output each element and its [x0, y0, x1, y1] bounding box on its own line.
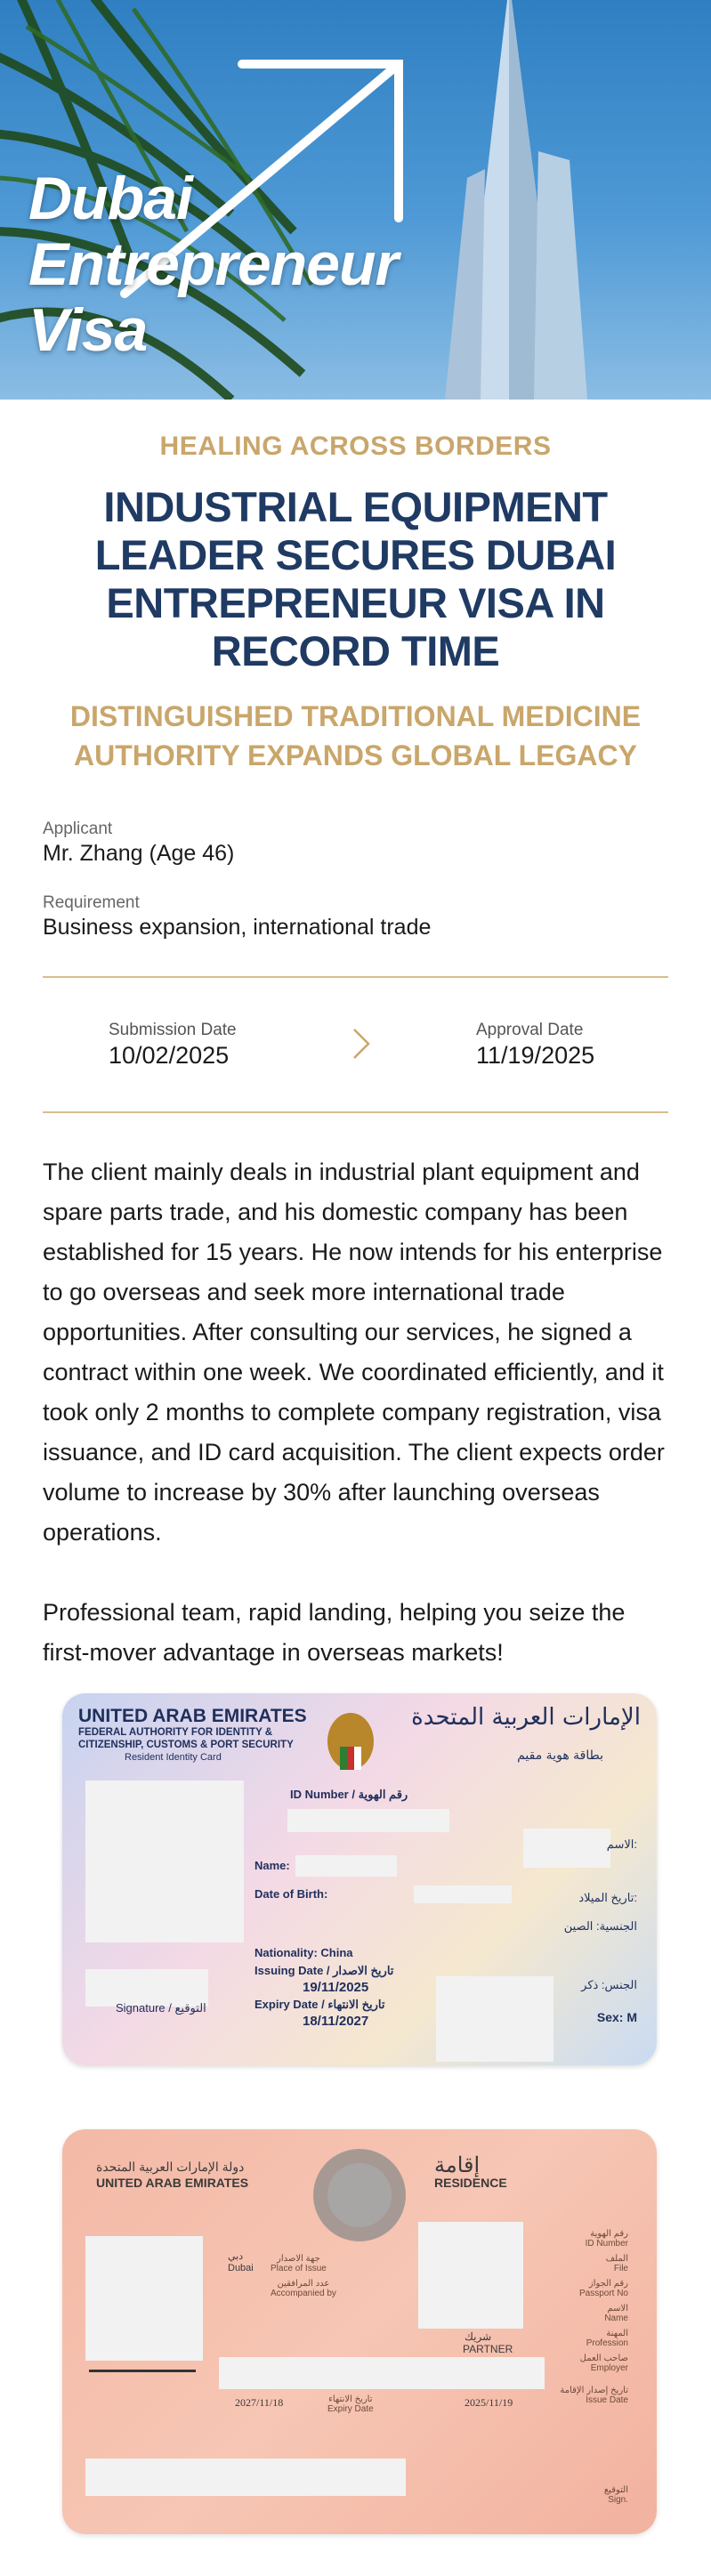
residence-visa-card	[62, 2129, 657, 2534]
res-issue-date-label-ar: تاريخ إصدار الإقامة	[560, 2386, 628, 2395]
emirates-id-card	[62, 1693, 657, 2065]
res-accompanied-label-ar: عدد المرافقين	[277, 2279, 330, 2289]
id-dob-label: Date of Birth:	[255, 1887, 328, 1901]
requirement-label: Requirement	[43, 893, 140, 912]
id-issuing-label: Issuing Date / تاريخ الاصدار	[255, 1964, 394, 1977]
residence-card-graphics	[62, 2129, 657, 2534]
res-file	[606, 2254, 628, 2273]
id-sex: Sex: M	[596, 2010, 637, 2024]
hero-title-line-1: Dubai	[28, 165, 192, 232]
res-issue-date-label: Issue Date	[586, 2395, 628, 2405]
res-country: UNITED ARAB EMIRATES	[96, 2176, 249, 2190]
id-dob-label-ar: تاريخ الميلاد:	[578, 1891, 637, 1904]
id-card-type: Resident Identity Card	[125, 1752, 222, 1763]
divider-bottom	[43, 1111, 668, 1113]
res-profession-value-ar: شريك	[465, 2330, 492, 2343]
res-passport-label: Passport No	[578, 2289, 628, 2298]
approval-date-label: Approval Date	[476, 1021, 584, 1039]
res-passport-label-ar: رقم الجواز	[588, 2279, 628, 2289]
res-profession	[586, 2329, 628, 2348]
id-nationality: Nationality: China	[255, 1946, 353, 1959]
res-file-label-ar: الملف	[605, 2254, 628, 2264]
res-expiry-label: Expiry Date	[327, 2404, 374, 2414]
body-paragraph-2: Professional team, rapid landing, helping you seize the first-mover advantage in overseas markets!	[43, 1599, 626, 1666]
approval-date	[476, 1021, 594, 1070]
res-file-label: File	[613, 2264, 628, 2273]
res-accompanied-label: Accompanied by	[271, 2289, 336, 2298]
res-sign-label-ar: التوقيع	[603, 2485, 628, 2495]
id-expiry-label: Expiry Date / تاريخ الانتهاء	[255, 1998, 385, 2011]
id-nationality-ar: الجنسية: الصين	[563, 1919, 637, 1933]
res-profession-value: PARTNER	[463, 2343, 513, 2355]
res-employer-label: Employer	[590, 2363, 628, 2373]
res-place-label: Place of Issue	[271, 2264, 327, 2273]
res-issue-date	[560, 2386, 628, 2405]
id-signature-label: Signature / التوقيع	[116, 2001, 206, 2015]
res-expiry-value: 2027/11/18	[235, 2396, 284, 2409]
res-sign-label: Sign.	[608, 2495, 628, 2505]
requirement-value: Business expansion, international trade	[43, 915, 432, 940]
id-card-type-ar: بطاقة هوية مقيم	[517, 1748, 603, 1763]
res-employer-label-ar: صاحب العمل	[579, 2354, 628, 2363]
res-passport	[579, 2279, 628, 2298]
hero-title	[28, 166, 398, 363]
res-name-label: Name	[604, 2314, 628, 2323]
id-authority-1: FEDERAL AUTHORITY FOR IDENTITY &	[78, 1727, 273, 1738]
eyebrow-title: HEALING ACROSS BORDERS	[159, 432, 552, 461]
applicant-value: Mr. Zhang (Age 46)	[43, 841, 235, 866]
hero-title-line-2: Entrepreneur	[28, 230, 398, 298]
res-id-number-label-ar: رقم الهوية	[590, 2229, 628, 2239]
body-paragraph-1: The client mainly deals in industrial plant equipment and spare parts trade, and his domestic company has been established for 15 years. He now intends for his enterprise to go overseas and seek more international trade opportunities. After consulting our services, he signed a contract within one week. We coordinated efficiently, and it took only 2 months to complete company registration, visa issuance, and ID card acquisition. The client expects order volume to increase by 30% after launching overseas operations.	[43, 1159, 665, 1546]
id-sex-label-ar: الجنس: ذكر	[581, 1978, 637, 1991]
applicant-field	[43, 820, 668, 867]
res-place	[271, 2254, 327, 2273]
res-place-label-ar: جهة الاصدار	[277, 2254, 320, 2264]
res-id-number-label: ID Number	[585, 2239, 628, 2249]
res-profession-label-ar: المهنة	[606, 2329, 628, 2338]
res-name-label-ar: الاسم	[607, 2304, 628, 2314]
chevron-right-icon	[351, 1026, 372, 1062]
res-expiry	[327, 2394, 374, 2414]
approval-date-value: 11/19/2025	[476, 1042, 595, 1069]
hero-title-line-3: Visa	[28, 296, 148, 364]
res-title-ar: إقامة	[434, 2153, 481, 2177]
id-country: UNITED ARAB EMIRATES	[78, 1706, 307, 1726]
res-sign	[604, 2485, 628, 2505]
res-employer	[580, 2354, 628, 2373]
requirement-field	[43, 893, 668, 941]
res-expiry-label-ar: تاريخ الانتهاء	[328, 2394, 373, 2404]
date-timeline	[43, 978, 668, 1111]
id-authority-2: CITIZENSHIP, CUSTOMS & PORT SECURITY	[78, 1740, 294, 1750]
submission-date	[109, 1021, 237, 1070]
id-issuing-value: 19/11/2025	[303, 1980, 369, 1995]
res-country-ar: دولة الإمارات العربية المتحدة	[96, 2160, 245, 2174]
res-title: RESIDENCE	[434, 2176, 507, 2190]
id-name-label-ar: الاسم:	[606, 1837, 637, 1851]
headline: INDUSTRIAL EQUIPMENT LEADER SECURES DUBAI ENTREPRENEUR VISA IN RECORD TIME	[94, 483, 617, 674]
id-country-ar: الإمارات العربية المتحدة	[411, 1704, 641, 1731]
id-name-label: Name:	[255, 1859, 290, 1872]
id-number-label: ID Number / رقم الهوية	[290, 1788, 408, 1801]
hero-banner	[0, 0, 711, 400]
res-id-number	[586, 2229, 628, 2249]
res-place-value-ar: دبي	[228, 2251, 244, 2262]
res-profession-label: Profession	[586, 2338, 628, 2348]
id-expiry-value: 18/11/2027	[303, 2014, 369, 2029]
subhead: DISTINGUISHED TRADITIONAL MEDICINE AUTHORITY EXPANDS GLOBAL LEGACY	[69, 700, 642, 771]
res-place-value: Dubai	[228, 2263, 254, 2273]
submission-date-value: 10/02/2025	[109, 1042, 230, 1069]
res-name	[604, 2304, 628, 2323]
res-accompanied	[271, 2279, 336, 2298]
applicant-label: Applicant	[43, 820, 113, 838]
res-issue-value: 2025/11/19	[465, 2396, 513, 2409]
submission-date-label: Submission Date	[109, 1021, 237, 1039]
